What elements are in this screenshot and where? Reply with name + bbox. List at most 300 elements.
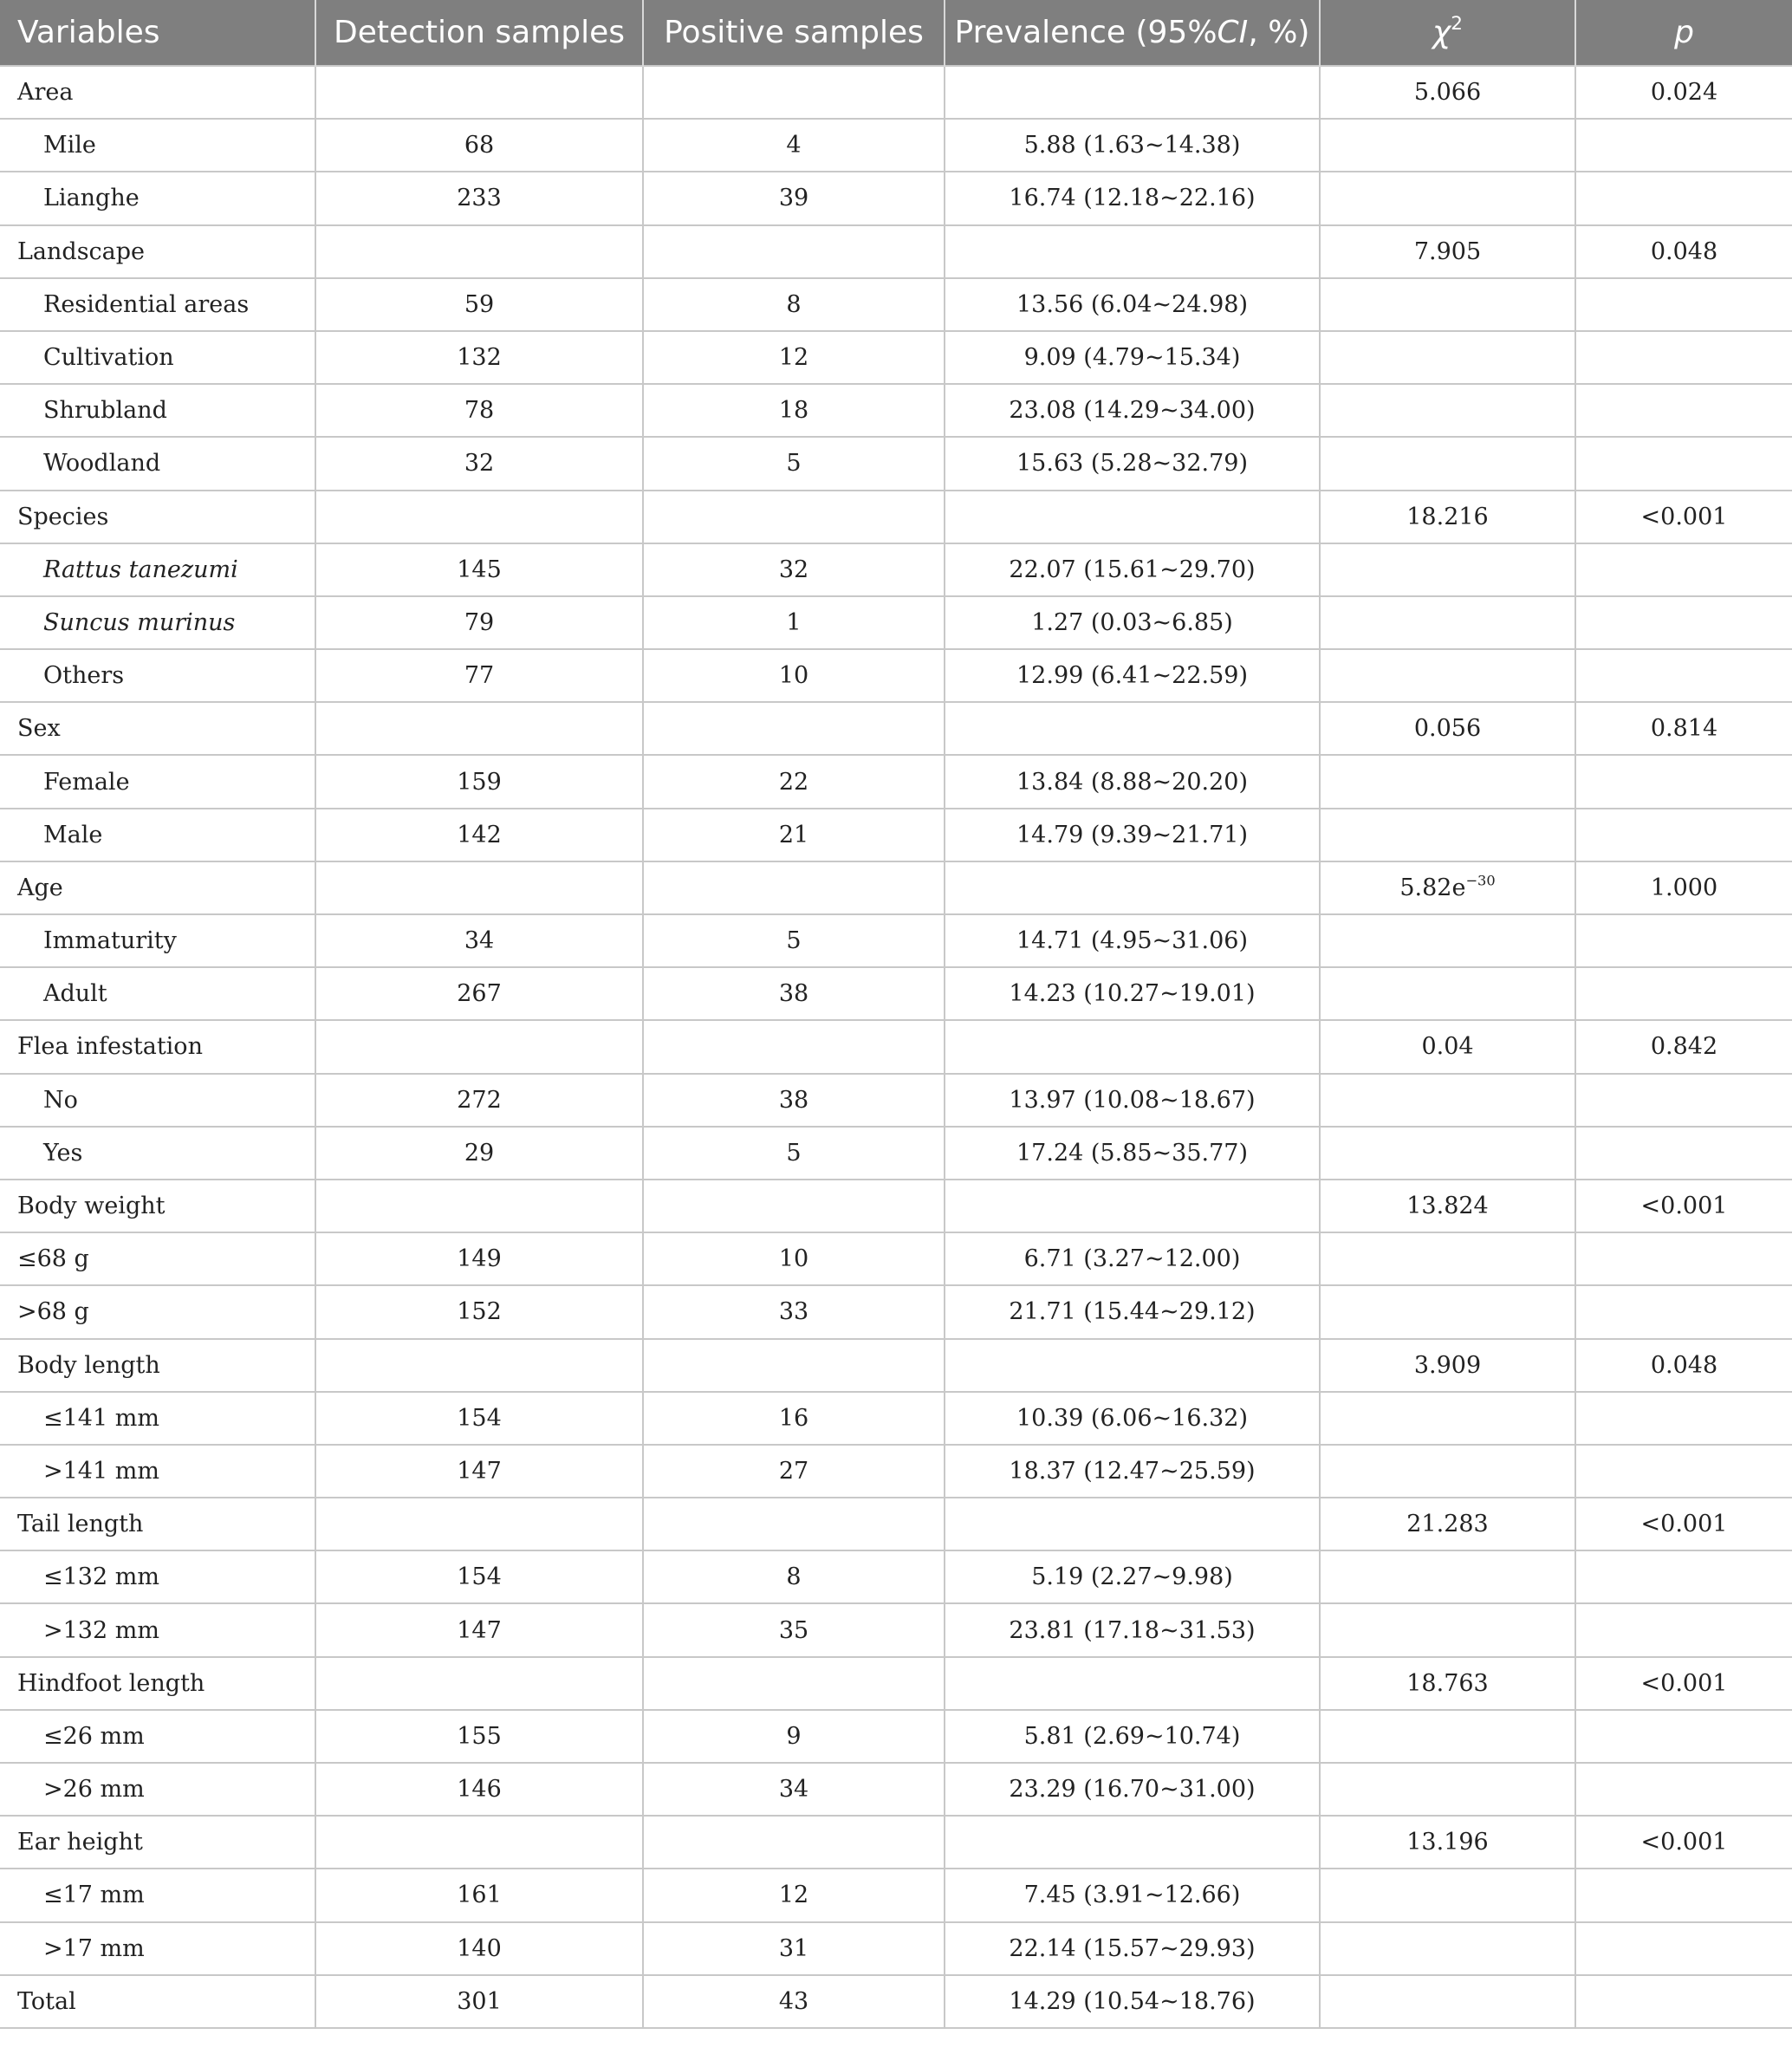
cell-positive-samples: 8 (643, 1550, 945, 1603)
cell-prevalence: 1.27 (0.03~6.85) (945, 596, 1320, 649)
header-row (0, 0, 1792, 66)
cell-chi-square (1320, 491, 1575, 543)
cell-prevalence: 5.81 (2.69~10.74) (945, 1710, 1320, 1763)
cell-p-value (1575, 331, 1792, 384)
cell-positive-samples: 39 (643, 172, 945, 224)
table-row (0, 278, 1792, 331)
cell-positive-samples: 32 (643, 543, 945, 596)
cell-variable (0, 755, 315, 808)
cell-prevalence (945, 491, 1320, 543)
header-chi-sup: 2 (1451, 12, 1464, 35)
table-row-group (0, 702, 1792, 755)
cell-p-value: 0.024 (1575, 66, 1792, 119)
cell-variable (0, 1922, 315, 1975)
header-variables: Variables (17, 15, 160, 50)
cell-prevalence: 9.09 (4.79~15.34) (945, 331, 1320, 384)
cell-prevalence: 14.29 (10.54~18.76) (945, 1975, 1320, 2028)
cell-p-value (1575, 278, 1792, 331)
cell-chi-square (1320, 1180, 1575, 1232)
cell-chi-square (1320, 543, 1575, 596)
cell-p-value (1575, 172, 1792, 224)
cell-chi-square (1320, 331, 1575, 384)
cell-variable (0, 172, 315, 224)
cell-p-value (1575, 384, 1792, 437)
chi-value: 5.82e (1399, 874, 1466, 901)
cell-prevalence (945, 1020, 1320, 1073)
table-header (0, 0, 1792, 66)
cell-prevalence: 17.24 (5.85~35.77) (945, 1127, 1320, 1180)
cell-positive-samples: 21 (643, 809, 945, 861)
cell-detection-samples: 154 (315, 1392, 643, 1445)
cell-chi-square (1320, 702, 1575, 755)
table-row (0, 1232, 1792, 1285)
chi-value: 0.056 (1413, 715, 1482, 743)
cell-chi-square (1320, 967, 1575, 1020)
cell-prevalence (945, 1498, 1320, 1550)
header-chi-square (1320, 0, 1575, 66)
header-prevalence-ci: CI (1217, 15, 1249, 50)
variable-label: ≤141 mm (43, 1404, 159, 1432)
cell-chi-square (1320, 225, 1575, 278)
table-row (0, 1445, 1792, 1498)
cell-p-value (1575, 755, 1792, 808)
cell-chi-square (1320, 861, 1575, 914)
cell-variable (0, 1550, 315, 1603)
table-row (0, 967, 1792, 1020)
chi-exponent: −30 (1465, 872, 1496, 889)
cell-detection-samples: 34 (315, 914, 643, 967)
cell-detection-samples: 79 (315, 596, 643, 649)
cell-variable (0, 1710, 315, 1763)
table-row (0, 1550, 1792, 1603)
header-positive-samples: Positive samples (643, 0, 945, 66)
cell-chi-square (1320, 1285, 1575, 1338)
cell-variable (0, 1975, 315, 2028)
cell-prevalence: 10.39 (6.06~16.32) (945, 1392, 1320, 1445)
cell-variable (0, 437, 315, 490)
cell-chi-square (1320, 437, 1575, 490)
cell-chi-square (1320, 1445, 1575, 1498)
variable-label: Woodland (43, 450, 161, 478)
cell-prevalence: 13.56 (6.04~24.98) (945, 278, 1320, 331)
cell-positive-samples (643, 1816, 945, 1869)
cell-prevalence: 23.08 (14.29~34.00) (945, 384, 1320, 437)
cell-positive-samples (643, 1498, 945, 1550)
cell-variable (0, 809, 315, 861)
variable-label: >141 mm (43, 1457, 159, 1485)
cell-p-value (1575, 1975, 1792, 2028)
cell-detection-samples (315, 1020, 643, 1073)
cell-positive-samples: 5 (643, 437, 945, 490)
cell-prevalence (945, 225, 1320, 278)
cell-positive-samples: 4 (643, 119, 945, 172)
cell-chi-square (1320, 809, 1575, 861)
cell-positive-samples: 5 (643, 914, 945, 967)
variable-label: Rattus tanezumi (43, 556, 238, 583)
cell-prevalence (945, 1180, 1320, 1232)
table-row (0, 1074, 1792, 1127)
cell-variable (0, 1074, 315, 1127)
cell-variable (0, 1445, 315, 1498)
cell-p-value: <0.001 (1575, 1657, 1792, 1710)
table-row (0, 649, 1792, 702)
cell-variable (0, 1869, 315, 1921)
cell-positive-samples: 27 (643, 1445, 945, 1498)
cell-variable (0, 225, 315, 278)
cell-p-value (1575, 543, 1792, 596)
variable-label: Male (43, 821, 103, 848)
cell-p-value: <0.001 (1575, 1180, 1792, 1232)
cell-variable (0, 861, 315, 914)
cell-variable (0, 1657, 315, 1710)
cell-p-value (1575, 596, 1792, 649)
cell-positive-samples: 34 (643, 1763, 945, 1816)
cell-chi-square (1320, 66, 1575, 119)
variable-label: Hindfoot length (17, 1669, 205, 1697)
variable-label: Suncus murinus (43, 608, 236, 636)
cell-p-value: 1.000 (1575, 861, 1792, 914)
cell-positive-samples: 43 (643, 1975, 945, 2028)
cell-p-value (1575, 1232, 1792, 1285)
variable-label: Tail length (17, 1511, 144, 1538)
cell-variable (0, 1816, 315, 1869)
cell-variable (0, 119, 315, 172)
cell-detection-samples: 147 (315, 1603, 643, 1656)
cell-chi-square (1320, 384, 1575, 437)
cell-positive-samples (643, 861, 945, 914)
cell-chi-square (1320, 278, 1575, 331)
cell-positive-samples: 12 (643, 1869, 945, 1921)
cell-prevalence: 23.81 (17.18~31.53) (945, 1603, 1320, 1656)
cell-prevalence: 18.37 (12.47~25.59) (945, 1445, 1320, 1498)
cell-p-value (1575, 1550, 1792, 1603)
cell-detection-samples: 154 (315, 1550, 643, 1603)
variable-label: Mile (43, 132, 96, 159)
variable-label: Yes (43, 1139, 83, 1167)
cell-chi-square (1320, 914, 1575, 967)
table-row (0, 1710, 1792, 1763)
cell-detection-samples: 152 (315, 1285, 643, 1338)
cell-positive-samples: 16 (643, 1392, 945, 1445)
cell-prevalence (945, 1657, 1320, 1710)
cell-detection-samples: 68 (315, 119, 643, 172)
cell-p-value: 0.842 (1575, 1020, 1792, 1073)
cell-p-value (1575, 649, 1792, 702)
cell-positive-samples: 18 (643, 384, 945, 437)
table-row (0, 331, 1792, 384)
cell-variable (0, 331, 315, 384)
table-row (0, 172, 1792, 224)
table-row (0, 809, 1792, 861)
table-row (0, 437, 1792, 490)
cell-chi-square (1320, 1550, 1575, 1603)
header-prevalence (945, 0, 1320, 66)
cell-detection-samples (315, 1339, 643, 1392)
cell-prevalence: 5.19 (2.27~9.98) (945, 1550, 1320, 1603)
cell-prevalence: 7.45 (3.91~12.66) (945, 1869, 1320, 1921)
cell-p-value: <0.001 (1575, 491, 1792, 543)
table-row-group (0, 1498, 1792, 1550)
chi-value: 18.763 (1406, 1669, 1489, 1697)
variable-label: ≤132 mm (43, 1563, 159, 1591)
cell-p-value (1575, 119, 1792, 172)
cell-variable (0, 1020, 315, 1073)
cell-variable (0, 1603, 315, 1656)
cell-chi-square (1320, 1603, 1575, 1656)
table-row (0, 1392, 1792, 1445)
cell-p-value: 0.814 (1575, 702, 1792, 755)
cell-prevalence: 22.14 (15.57~29.93) (945, 1922, 1320, 1975)
cell-positive-samples (643, 225, 945, 278)
table-row (0, 1763, 1792, 1816)
cell-detection-samples: 140 (315, 1922, 643, 1975)
cell-prevalence (945, 861, 1320, 914)
cell-positive-samples: 10 (643, 1232, 945, 1285)
cell-p-value (1575, 914, 1792, 967)
variable-label: Adult (43, 980, 107, 1008)
cell-variable (0, 66, 315, 119)
variable-label: >26 mm (43, 1776, 145, 1804)
chi-value: 0.04 (1421, 1033, 1474, 1061)
cell-variable (0, 1763, 315, 1816)
chi-value: 18.216 (1406, 503, 1489, 530)
cell-detection-samples (315, 225, 643, 278)
cell-detection-samples (315, 702, 643, 755)
cell-chi-square (1320, 596, 1575, 649)
cell-prevalence (945, 702, 1320, 755)
table-row (0, 1869, 1792, 1921)
cell-variable (0, 1180, 315, 1232)
cell-p-value (1575, 1710, 1792, 1763)
cell-p-value (1575, 1127, 1792, 1180)
cell-p-value (1575, 1869, 1792, 1921)
chi-value: 13.824 (1406, 1193, 1489, 1220)
table-row-group (0, 1816, 1792, 1869)
cell-p-value (1575, 1922, 1792, 1975)
cell-chi-square (1320, 1498, 1575, 1550)
variable-label: Total (17, 1987, 76, 2015)
variable-label: >68 g (17, 1298, 89, 1326)
cell-detection-samples (315, 66, 643, 119)
cell-chi-square (1320, 1763, 1575, 1816)
variable-label: >132 mm (43, 1616, 159, 1644)
cell-detection-samples: 77 (315, 649, 643, 702)
cell-p-value (1575, 1445, 1792, 1498)
cell-p-value: 0.048 (1575, 1339, 1792, 1392)
header-prevalence-pre: Prevalence (95% (954, 15, 1217, 50)
cell-prevalence (945, 66, 1320, 119)
cell-prevalence: 21.71 (15.44~29.12) (945, 1285, 1320, 1338)
cell-p-value (1575, 437, 1792, 490)
cell-positive-samples: 33 (643, 1285, 945, 1338)
cell-positive-samples: 10 (643, 649, 945, 702)
cell-chi-square (1320, 1232, 1575, 1285)
cell-p-value (1575, 1763, 1792, 1816)
cell-chi-square (1320, 1127, 1575, 1180)
cell-prevalence: 14.79 (9.39~21.71) (945, 809, 1320, 861)
cell-variable (0, 278, 315, 331)
header-prevalence-post: , %) (1248, 15, 1310, 50)
cell-p-value (1575, 1392, 1792, 1445)
table-row-group (0, 491, 1792, 543)
cell-variable (0, 1285, 315, 1338)
table-body (0, 66, 1792, 2028)
table-row (0, 1285, 1792, 1338)
header-p-value: p (1575, 0, 1792, 66)
cell-chi-square (1320, 1922, 1575, 1975)
cell-chi-square (1320, 1074, 1575, 1127)
cell-positive-samples (643, 491, 945, 543)
table-row (0, 755, 1792, 808)
table-row (0, 1603, 1792, 1656)
table-row (0, 1922, 1792, 1975)
cell-chi-square (1320, 1816, 1575, 1869)
cell-detection-samples: 149 (315, 1232, 643, 1285)
cell-chi-square (1320, 172, 1575, 224)
table-row-group (0, 1657, 1792, 1710)
variable-label: ≤26 mm (43, 1722, 145, 1750)
cell-detection-samples (315, 491, 643, 543)
cell-positive-samples: 12 (643, 331, 945, 384)
cell-chi-square (1320, 755, 1575, 808)
variable-label: Ear height (17, 1829, 143, 1856)
table-row-group (0, 1180, 1792, 1232)
cell-detection-samples: 267 (315, 967, 643, 1020)
table-row (0, 119, 1792, 172)
chi-value: 5.066 (1413, 79, 1482, 107)
cell-detection-samples: 132 (315, 331, 643, 384)
variable-label: Others (43, 662, 125, 690)
cell-detection-samples: 159 (315, 755, 643, 808)
variable-label: Body length (17, 1351, 160, 1379)
cell-detection-samples: 29 (315, 1127, 643, 1180)
cell-positive-samples (643, 1020, 945, 1073)
variable-label: ≤68 g (17, 1245, 89, 1273)
cell-positive-samples (643, 702, 945, 755)
table-row-group (0, 1020, 1792, 1073)
table-row (0, 596, 1792, 649)
header-chi-base: χ (1432, 15, 1451, 50)
cell-variable (0, 491, 315, 543)
table-row (0, 1127, 1792, 1180)
cell-prevalence: 13.97 (10.08~18.67) (945, 1074, 1320, 1127)
cell-positive-samples: 38 (643, 967, 945, 1020)
cell-positive-samples (643, 66, 945, 119)
cell-p-value (1575, 1603, 1792, 1656)
cell-positive-samples (643, 1657, 945, 1710)
cell-chi-square (1320, 1020, 1575, 1073)
cell-detection-samples: 272 (315, 1074, 643, 1127)
cell-p-value: <0.001 (1575, 1816, 1792, 1869)
cell-chi-square (1320, 1339, 1575, 1392)
variable-label: Residential areas (43, 290, 250, 318)
cell-detection-samples (315, 861, 643, 914)
table-row (0, 543, 1792, 596)
cell-chi-square (1320, 1710, 1575, 1763)
table-row-group (0, 66, 1792, 119)
cell-prevalence (945, 1339, 1320, 1392)
table-row (0, 914, 1792, 967)
cell-prevalence: 12.99 (6.41~22.59) (945, 649, 1320, 702)
cell-detection-samples: 233 (315, 172, 643, 224)
cell-prevalence: 23.29 (16.70~31.00) (945, 1763, 1320, 1816)
cell-prevalence (945, 1816, 1320, 1869)
variable-label: Sex (17, 715, 61, 743)
table-row-group (0, 225, 1792, 278)
cell-detection-samples: 142 (315, 809, 643, 861)
cell-variable (0, 1498, 315, 1550)
cell-positive-samples: 9 (643, 1710, 945, 1763)
cell-detection-samples (315, 1657, 643, 1710)
variable-label: Area (17, 79, 74, 107)
cell-positive-samples (643, 1180, 945, 1232)
cell-detection-samples (315, 1816, 643, 1869)
cell-positive-samples: 35 (643, 1603, 945, 1656)
variable-label: Species (17, 503, 109, 530)
cell-detection-samples (315, 1180, 643, 1232)
chi-value: 7.905 (1413, 237, 1482, 265)
cell-variable (0, 702, 315, 755)
cell-prevalence: 16.74 (12.18~22.16) (945, 172, 1320, 224)
variable-label: Cultivation (43, 344, 174, 372)
cell-prevalence: 6.71 (3.27~12.00) (945, 1232, 1320, 1285)
cell-prevalence: 14.71 (4.95~31.06) (945, 914, 1320, 967)
cell-positive-samples: 5 (643, 1127, 945, 1180)
cell-detection-samples: 78 (315, 384, 643, 437)
cell-chi-square (1320, 1392, 1575, 1445)
variable-label: Age (17, 874, 63, 901)
cell-variable (0, 384, 315, 437)
variable-label: Flea infestation (17, 1033, 203, 1061)
cell-chi-square (1320, 1975, 1575, 2028)
cell-p-value: <0.001 (1575, 1498, 1792, 1550)
cell-chi-square (1320, 649, 1575, 702)
cell-detection-samples: 155 (315, 1710, 643, 1763)
cell-prevalence: 22.07 (15.61~29.70) (945, 543, 1320, 596)
table-row-group (0, 861, 1792, 914)
cell-variable (0, 1127, 315, 1180)
variable-label: Body weight (17, 1193, 166, 1220)
cell-variable (0, 1232, 315, 1285)
variable-label: Shrubland (43, 397, 167, 425)
cell-variable (0, 649, 315, 702)
cell-variable (0, 596, 315, 649)
table-row (0, 384, 1792, 437)
cell-p-value (1575, 1074, 1792, 1127)
variable-label: >17 mm (43, 1934, 145, 1962)
cell-positive-samples (643, 1339, 945, 1392)
cell-detection-samples: 147 (315, 1445, 643, 1498)
header-detection-samples: Detection samples (315, 0, 643, 66)
variable-label: Landscape (17, 237, 146, 265)
cell-detection-samples: 59 (315, 278, 643, 331)
chi-value: 13.196 (1406, 1829, 1489, 1856)
cell-p-value (1575, 1285, 1792, 1338)
cell-p-value: 0.048 (1575, 225, 1792, 278)
cell-chi-square (1320, 1869, 1575, 1921)
table-row-group (0, 1339, 1792, 1392)
cell-detection-samples: 161 (315, 1869, 643, 1921)
cell-prevalence: 13.84 (8.88~20.20) (945, 755, 1320, 808)
variable-label: Female (43, 768, 130, 796)
cell-p-value (1575, 809, 1792, 861)
cell-prevalence: 15.63 (5.28~32.79) (945, 437, 1320, 490)
cell-positive-samples: 8 (643, 278, 945, 331)
cell-detection-samples (315, 1498, 643, 1550)
variable-label: ≤17 mm (43, 1882, 145, 1909)
cell-positive-samples: 22 (643, 755, 945, 808)
cell-detection-samples: 145 (315, 543, 643, 596)
